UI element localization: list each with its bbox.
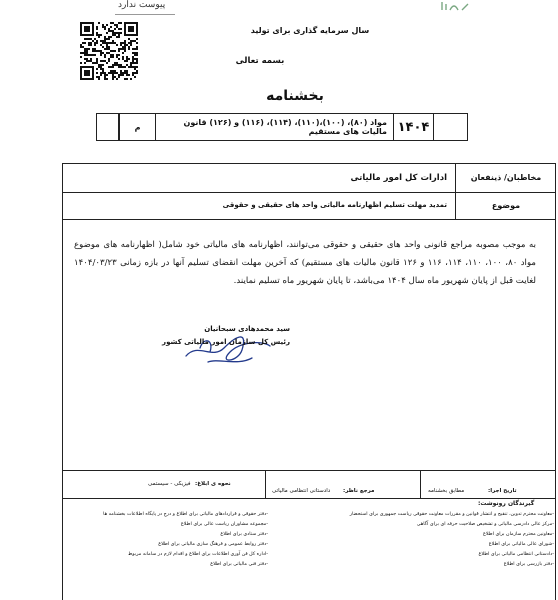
reference-letter: م	[119, 114, 155, 140]
reference-table	[96, 113, 468, 141]
supervisory-ref-value: دادستانی انتظامی مالیاتی	[272, 488, 331, 494]
recipient-item: -معاونین محترم سازمان برای اطلاع	[483, 532, 554, 537]
recipient-item: -دفتر ستادی برای اطلاع	[220, 532, 268, 537]
year-slogan: سال سرمایه گذاری برای تولید	[250, 26, 370, 35]
logo-mark-icon	[440, 0, 470, 12]
row-divider	[62, 192, 556, 193]
qr-code-icon	[80, 22, 138, 80]
row-divider	[62, 470, 556, 471]
row-divider	[62, 498, 556, 499]
signer-name: سید محمدهادی سبحانیان	[204, 325, 290, 333]
subject-label: موضوع	[491, 201, 521, 210]
column-divider	[455, 163, 456, 220]
attachment-note: پیوست ندارد	[118, 0, 166, 10]
notification-method-label: نحوه ی ابلاغ:	[195, 481, 231, 487]
column-divider	[420, 470, 421, 498]
recipient-item: -دفتر فنی مالیاتی برای اطلاع	[210, 562, 268, 567]
audience-value: ادارات کل امور مالیاتی	[350, 173, 447, 183]
column-divider	[265, 470, 266, 498]
recipients-list-right	[294, 510, 554, 570]
recipient-item: -دفتر بازرسی برای اطلاع	[503, 562, 554, 567]
reference-empty-cell	[433, 114, 467, 140]
execution-date-label: تاریخ اجرا:	[488, 488, 517, 494]
signer-title: رئیس کل سازمان امور مالیاتی کشور	[162, 338, 290, 346]
recipients-list-left	[58, 510, 268, 570]
subject-value: تمدید مهلت تسلیم اظهارنامه مالیاتی واحد های حقیقی و حقوقی	[222, 201, 447, 209]
audience-label: مخاطبان/ ذینفعان	[470, 173, 542, 182]
copy-recipients-title: گیرندگان رونوشت:	[478, 500, 535, 507]
recipient-item: -شورای عالی مالیاتی برای اطلاع	[488, 542, 554, 547]
row-divider	[62, 219, 556, 220]
recipient-item: -مرکز عالی دادرسی مالیاتی و تشخیص صلاحیت حرفه ای برای آگاهی	[416, 522, 554, 527]
recipient-item: -معاونت محترم تدوین، تنقیح و انتشار قوانین و مقررات معاونت حقوقی ریاست جمهوری برای استحضار	[349, 512, 554, 517]
supervisory-ref-label: مرجع ناظر:	[343, 488, 375, 494]
recipient-item: -مجموعه مشاوران ریاست عالی برای اطلاع	[180, 522, 268, 527]
document-type-title: بخشنامه	[266, 88, 324, 104]
reference-year: ۱۴۰۴	[393, 114, 433, 140]
reference-title: مواد (۸۰)، (۱۰۰)،(۱۱۰)، (۱۱۴)، (۱۱۶) و (۱۲۶) قانون مالیات های مستقیم	[155, 114, 393, 140]
reference-empty-cell	[97, 114, 119, 140]
execution-date-value: مطابق بخشنامه	[428, 488, 465, 494]
recipient-item: -دادستانی انتظامی مالیاتی برای اطلاع	[478, 552, 554, 557]
header-rule	[115, 14, 175, 15]
bismillah: بسمه تعالی	[235, 56, 285, 66]
recipient-item: -اداره کل فن آوری اطلاعات برای اطلاع و اقدام لازم در سامانه مربوط	[127, 552, 268, 557]
recipient-item: -دفتر روابط عمومی و فرهنگ سازی مالیاتی برای اطلاع	[158, 542, 268, 547]
notification-method-value: فیزیکی - سیستمی	[148, 481, 191, 487]
circular-body-text: به موجب مصوبه مراجع قانونی واحد های حقیقی و حقوقی می‌توانند، اظهارنامه های مالیاتی خود شامل( اظهارنامه های موضوع مواد ۸۰، ۱۰۰، ۱۱۰، ۱۱۴، ۱۱۶ و ۱۲۶ قانون مالیات های مستقیم) که آخرین مهلت انقضای تسلیم آنها در بازه زمانی ۱۴۰۴/۰۳/۲۳ لغایت قبل از پایان شهریور ماه سال ۱۴۰۴ می‌باشد، تا پایان شهریور ماه تسلیم نمایند.	[74, 240, 536, 286]
recipient-item: -دفتر حقوقی و قراردادهای مالیاتی برای اطلاع و درج در پایگاه اطلاعات بخشنامه ها	[103, 512, 268, 517]
